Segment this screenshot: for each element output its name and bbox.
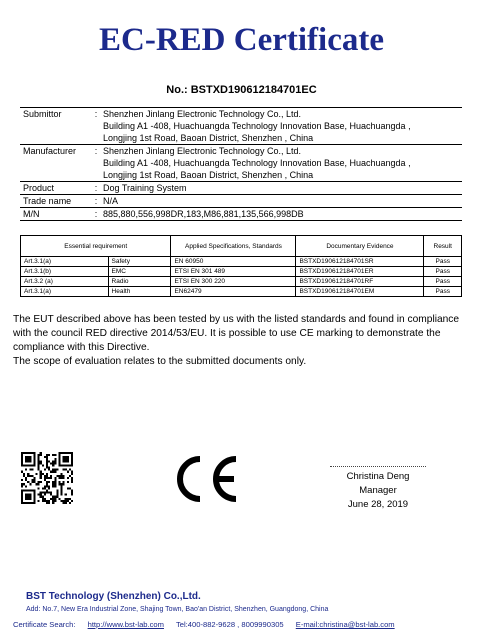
- cell-result: Pass: [424, 287, 462, 297]
- info-value: Dog Training System: [100, 182, 462, 195]
- info-colon: :: [92, 208, 100, 221]
- info-row: [20, 157, 462, 169]
- info-row: [20, 208, 462, 221]
- cell-specification: ETSI EN 301 489: [171, 267, 296, 277]
- email-link[interactable]: E-mail:christina@bst-lab.com: [295, 620, 395, 629]
- cell-result: Pass: [424, 277, 462, 287]
- header-documentary-evidence: Documentary Evidence: [296, 236, 424, 257]
- statement: [13, 313, 468, 369]
- company-name: BST Technology (Shenzhen) Co.,Ltd.: [26, 591, 201, 602]
- cell-result: Pass: [424, 267, 462, 277]
- footer-contacts: [13, 620, 405, 629]
- header-essential-requirement: Essential requirement: [21, 236, 171, 257]
- cell-evidence: BSTXD190612184701EM: [296, 287, 424, 297]
- info-label: Product: [20, 182, 92, 195]
- info-table: [20, 107, 462, 221]
- cell-evidence: BSTXD190612184701RF: [296, 277, 424, 287]
- info-row: [20, 182, 462, 195]
- signature-line: [330, 466, 426, 467]
- info-row: [20, 145, 462, 158]
- standards-table: [20, 235, 462, 297]
- cell-specification: EN62479: [171, 287, 296, 297]
- cell-article: Art.3.2 (a): [21, 277, 109, 287]
- signatory-name: Christina Deng: [346, 471, 410, 482]
- standards-row: [21, 257, 462, 267]
- cell-evidence: BSTXD190612184701SR: [296, 257, 424, 267]
- signature-date: June 28, 2019: [347, 499, 409, 510]
- compliance-statement: The EUT described above has been tested by us with the listed standards and found in compliance with the council RED directive 2014/53/EU. It is possible to use CE marking to demonstrate the compliance with this Directive.: [13, 314, 460, 353]
- standards-row: [21, 277, 462, 287]
- info-label: M/N: [20, 208, 92, 221]
- cell-evidence: BSTXD190612184701ER: [296, 267, 424, 277]
- standards-header-row: [21, 236, 462, 257]
- cell-requirement: Health: [108, 287, 171, 297]
- ce-mark-icon: [172, 455, 242, 503]
- info-value: Longjing 1st Road, Baoan District, Shenzhen , China: [103, 133, 314, 143]
- info-row: [20, 169, 462, 182]
- certificate-title: EC-RED Certificate: [99, 22, 384, 58]
- cell-article: Art.3.1(a): [21, 257, 109, 267]
- standards-row: [21, 287, 462, 297]
- info-value: Building A1 -408, Huachuangda Technology Innovation Base, Huachuangda ,: [103, 158, 411, 168]
- info-value: Shenzhen Jinlang Electronic Technology Co., Ltd.: [100, 108, 462, 121]
- info-value: N/A: [100, 195, 462, 208]
- info-label: Submittor: [20, 108, 92, 121]
- info-value: Building A1 -408, Huachuangda Technology Innovation Base, Huachuangda ,: [103, 121, 411, 131]
- signatory-title: Manager: [359, 485, 397, 496]
- cell-requirement: EMC: [108, 267, 171, 277]
- info-row: [20, 195, 462, 208]
- info-label: Trade name: [20, 195, 92, 208]
- info-row: [20, 108, 462, 121]
- info-label: Manufacturer: [20, 145, 92, 158]
- company-address: Add: No.7, New Era Industrial Zone, Shajing Town, Bao'an District, Shenzhen, Guangdong, China: [26, 606, 329, 613]
- website-link[interactable]: http://www.bst-lab.com: [87, 620, 164, 629]
- cell-article: Art.3.1(b): [21, 267, 109, 277]
- cell-specification: ETSI EN 300 220: [171, 277, 296, 287]
- cell-requirement: Safety: [108, 257, 171, 267]
- info-colon: :: [92, 182, 100, 195]
- info-row: [20, 120, 462, 132]
- cell-result: Pass: [424, 257, 462, 267]
- scope-statement: The scope of evaluation relates to the submitted documents only.: [13, 356, 307, 367]
- info-value: Shenzhen Jinlang Electronic Technology Co., Ltd.: [100, 145, 462, 158]
- cell-requirement: Radio: [108, 277, 171, 287]
- info-row: [20, 132, 462, 145]
- qr-code-icon: [21, 452, 73, 504]
- info-value: 885,880,556,998DR,183,M86,881,135,566,998DB: [100, 208, 462, 221]
- header-result: Result: [424, 236, 462, 257]
- info-colon: :: [92, 108, 100, 121]
- info-colon: :: [92, 145, 100, 158]
- cell-article: Art.3.1(a): [21, 287, 109, 297]
- ce-mark-text: CE: [172, 455, 174, 456]
- telephone: Tel:400-882-9628 , 8009990305: [175, 620, 284, 629]
- info-colon: :: [92, 195, 100, 208]
- header-applied-specifications: Applied Specifications, Standards: [171, 236, 296, 257]
- cell-specification: EN 60950: [171, 257, 296, 267]
- certificate-search-label: Certificate Search:: [13, 620, 76, 629]
- info-value: Longjing 1st Road, Baoan District, Shenzhen , China: [103, 170, 314, 180]
- standards-row: [21, 267, 462, 277]
- certificate-number: No.: BSTXD190612184701EC: [166, 84, 317, 96]
